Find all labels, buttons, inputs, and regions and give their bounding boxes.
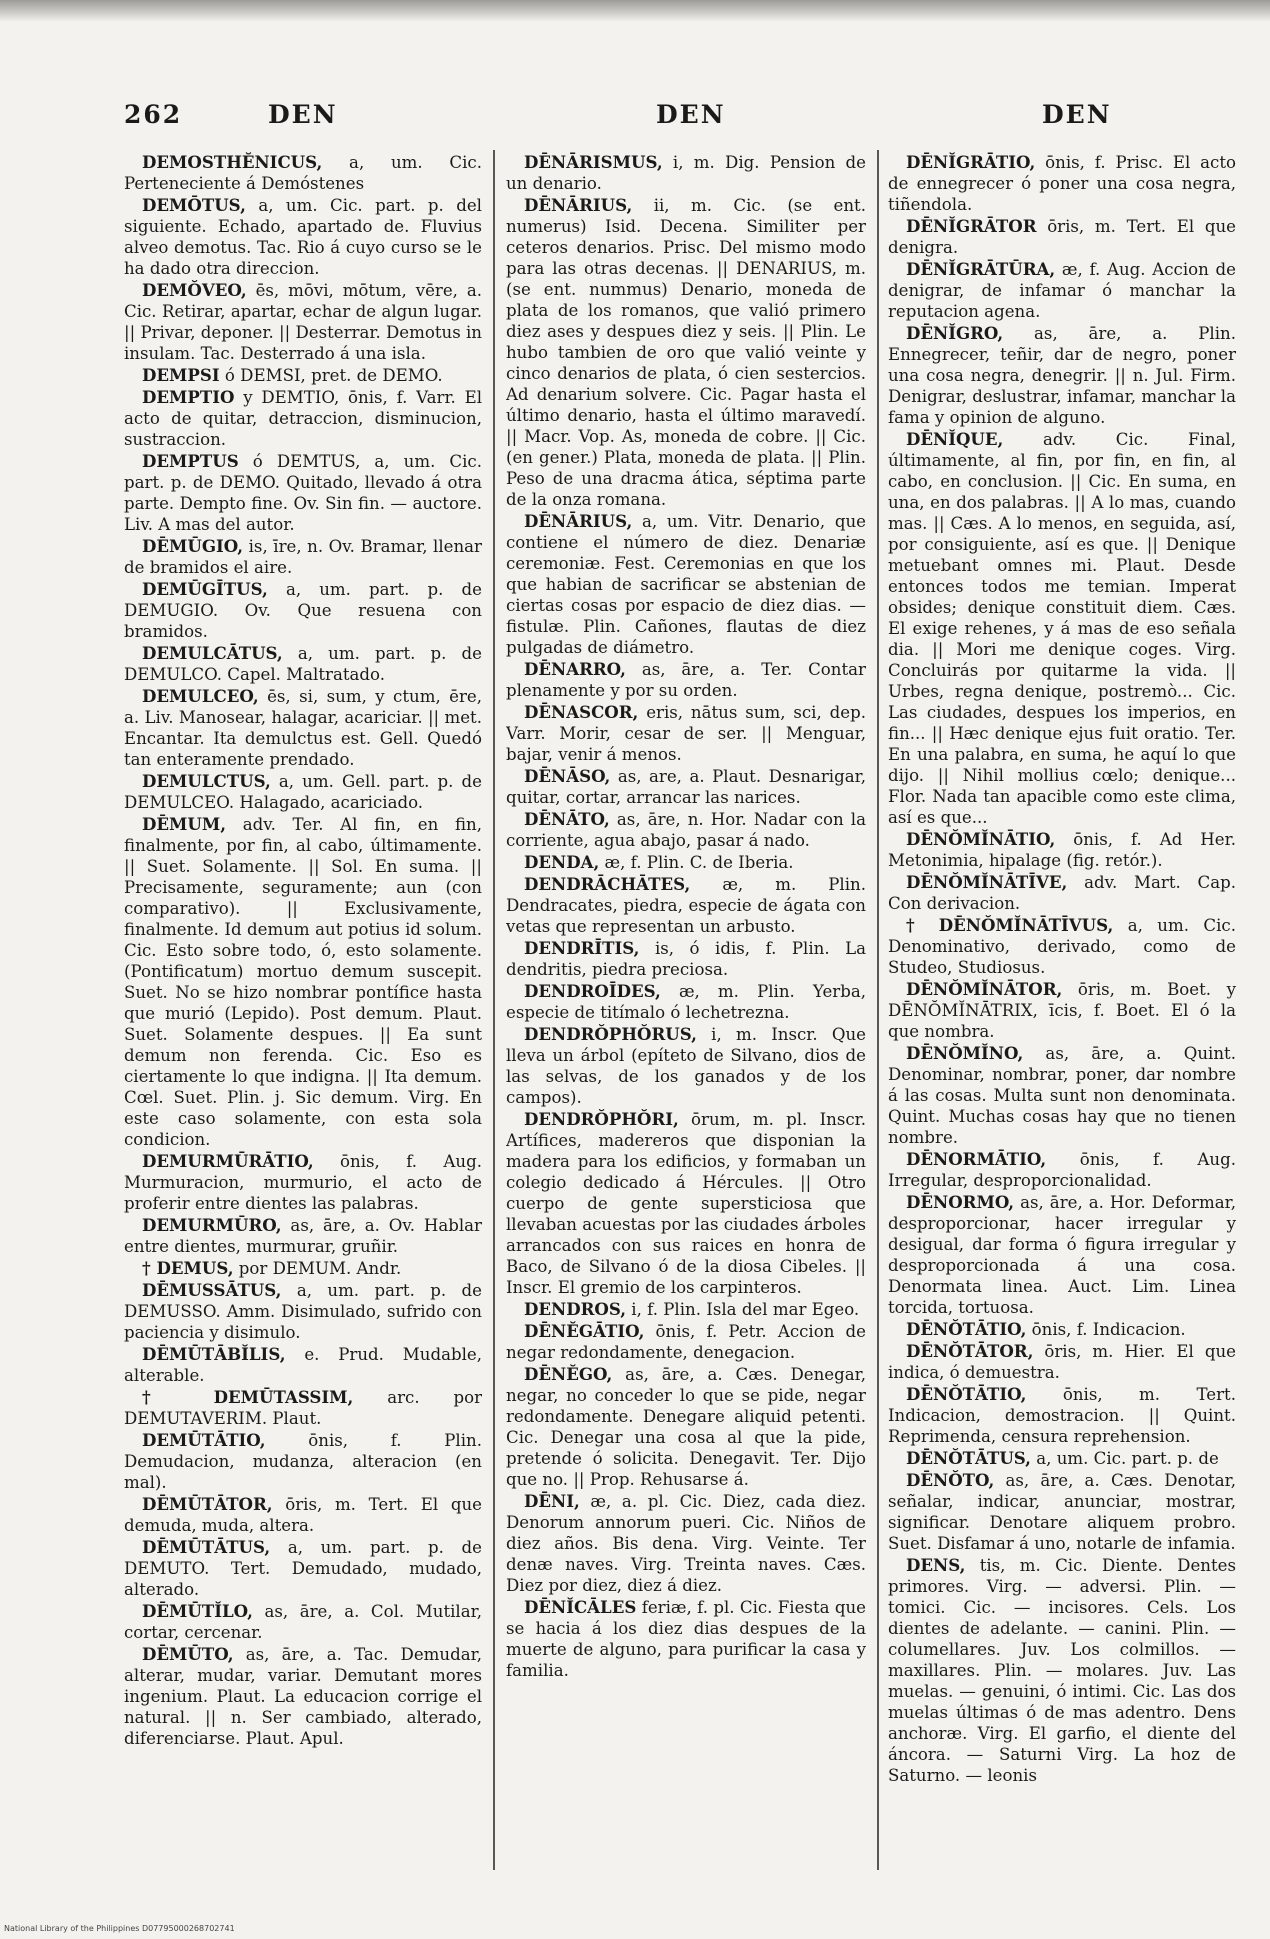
entry-headword: DĒMŪGIO, (142, 536, 244, 556)
entry-headword: DĒNĬGRĀTOR (906, 216, 1037, 236)
column-2 (506, 152, 866, 1852)
dictionary-entry (888, 872, 1236, 914)
entry-definition: æ, m. Plin. Dendracates, piedra, especie de ágata con vetas que representan un arbusto. (506, 875, 866, 936)
dictionary-entry (888, 1319, 1236, 1340)
dictionary-entry (124, 365, 482, 386)
entry-definition: e. Prud. Mudable, alterable. (124, 1345, 482, 1385)
entry-definition: ii, m. Cic. (se ent. numerus) Isid. Decena. Similiter per ceteros denarios. Prisc. Del mismo modo para las otras decenas. || DENARIUS, m. (se ent. nummus) Denario, moneda de plata de los romanos, que valió primero diez ases y despues diez y seis. || Plin. Le hubo tambien de oro que valió veinte y cinco denarios de plata, ó cien sestercios. Ad denarium solvere. Cic. Pagar hasta el último denario, hasta el último maravedí. || Macr. Vop. As, moneda de cobre. || Cic. (en gener.) Plata, moneda de plata. || Plin. Peso de una dracma ática, séptima parte de la onza romana. (506, 196, 866, 509)
dictionary-entry (124, 1258, 482, 1279)
entry-headword: DEMŪGĪTUS, (142, 579, 268, 599)
dictionary-entry (124, 152, 482, 194)
entry-definition: as, āre, a. Hor. Deformar, desproporcionar, hacer irregular y desigual, dar forma ó figura irregular y desproporcionada á una cosa. Denormata linea. Auct. Lim. Linea torcida, tortuosa. (888, 1193, 1236, 1317)
entry-headword: DEMŌTUS, (142, 195, 246, 215)
entry-headword: DĒNĬCĀLES (524, 1597, 637, 1617)
dictionary-entry (506, 1024, 866, 1108)
column-3 (888, 152, 1236, 1852)
entry-headword: DĒNŎMĬNĀTOR, (906, 979, 1063, 999)
entry-headword: DĒNŎMĬNO, (906, 1043, 1024, 1063)
entry-headword: DENS, (906, 1555, 966, 1575)
entry-definition: a, um. part. p. de DEMUTO. Tert. Demudado, mudado, alterado. (124, 1538, 482, 1599)
dictionary-entry (124, 280, 482, 364)
entry-definition: arc. por DEMUTAVERIM. Plaut. (124, 1388, 482, 1428)
dictionary-entry (124, 579, 482, 642)
dictionary-entry (124, 686, 482, 770)
dictionary-entry (888, 979, 1236, 1042)
entry-definition: eris, nātus sum, sci, dep. Varr. Morir, cesar de ser. || Menguar, bajar, venir á menos. (506, 703, 866, 764)
page-top-shadow (0, 0, 1270, 22)
entry-definition: adv. Cic. Final, últimamente, al fin, por fin, en fin, al cabo, en conclusion. || Cic. En suma, en una, en dos palabras. || A lo mas, cuando mas. || Cæs. A lo menos, en seguida, así, por consiguiente, así es que. || Denique metuebant omnes mi. Plaut. Desde entonces todos me temian. Imperat obsides; denique constituit diem. Cæs. El exige rehenes, y á mas de eso señala dia. || Mori me denique coges. Virg. Concluirás por quitarme la vida. || Urbes, regna denique, postremò... Cic. Las ciudades, despues los imperios, en fin... || Hæc denique ejus fuit oratio. Ter. En una palabra, en suma, he aquí lo que dijo. || Nihil mollius cœlo; denique... Flor. Nada tan apacible como este clima, así es que... (888, 430, 1236, 827)
entry-definition: ōnis, f. Petr. Accion de negar redondamente, denegacion. (506, 1322, 866, 1362)
dictionary-entry (124, 643, 482, 685)
entry-definition: ōnis, f. Aug. Irregular, desproporcionalidad. (888, 1150, 1236, 1190)
dictionary-entry (506, 766, 866, 808)
dictionary-entry (506, 702, 866, 765)
entry-headword: DĒMŪTĀTOR, (142, 1494, 273, 1514)
entry-headword: DĒMUSSĀTUS, (142, 1280, 282, 1300)
dictionary-entry (888, 1192, 1236, 1318)
entry-headword: DĒNĬGRO, (906, 323, 1004, 343)
entry-headword: DĒNĬGRĀTIO, (906, 152, 1036, 172)
entry-headword: DĒMŪTĀTUS, (142, 1537, 271, 1557)
dictionary-entry (506, 1299, 866, 1320)
entry-definition: ōris, m. Tert. El que denigra. (888, 217, 1236, 257)
entry-headword: DĒNŎTO, (906, 1470, 995, 1490)
entry-definition: as, āre, a. Cæs. Denegar, negar, no conceder lo que se pide, negar redondamente. Denegare aliquid petenti. Cic. Denegar una cosa al que la pide, pretende ó solicita. Denegavit. Ter. Dijo que no. || Prop. Rehusarse á. (506, 1365, 866, 1489)
entry-definition: as, āre, a. Ov. Hablar entre dientes, murmurar, gruñir. (124, 1216, 482, 1256)
entry-definition: i, f. Plin. Isla del mar Egeo. (631, 1300, 860, 1319)
entry-headword: DEMULCEO, (142, 686, 259, 706)
entry-headword: DEMPSI (142, 365, 220, 385)
entry-definition: y DEMTIO, ōnis, f. Varr. El acto de quitar, detraccion, disminucion, sustraccion. (124, 388, 482, 449)
entry-headword: DĒNĬQUE, (906, 429, 1004, 449)
entry-definition: i, m. Inscr. Que lleva un árbol (epíteto de Silvano, dios de las selvas, de los ganados y de los campos). (506, 1025, 866, 1107)
entry-definition: por DEMUM. Andr. (238, 1259, 402, 1278)
entry-headword: DEMPTUS (142, 451, 239, 471)
dictionary-entry (124, 1215, 482, 1257)
entry-definition: ōris, m. Hier. El que indica, ó demuestra. (888, 1342, 1236, 1382)
dictionary-entry (506, 981, 866, 1023)
entry-headword: DEMOSTHĔNICUS, (142, 152, 323, 172)
entry-definition: æ, f. Aug. Accion de denigrar, de infamar ó manchar la reputacion agena. (888, 260, 1236, 321)
dictionary-entry (888, 1470, 1236, 1554)
dictionary-entry (506, 1109, 866, 1298)
entry-definition: as, āre, a. Cæs. Denotar, señalar, indicar, anunciar, mostrar, significar. Denotare aliquem probro. Suet. Disfamar á uno, notarle de infamia. (888, 1471, 1236, 1553)
dictionary-entry (506, 809, 866, 851)
dictionary-entry (124, 387, 482, 450)
dictionary-entry (124, 195, 482, 279)
dictionary-entry (506, 195, 866, 510)
entry-definition: tis, m. Cic. Diente. Dentes primores. Virg. — adversi. Plin. — tomici. Cic. — incisores. Cels. Los dientes de adelante. — canini. Plin. — columellares. Juv. Los colmillos. — maxillares. Plin. — molares. Juv. Las muelas. — genuini, ó intimi. Cic. Las dos muelas últimas ó de mas adentro. Dens anchoræ. Virg. El garfio, el diente del áncora. — Saturni Virg. La hoz de Saturno. — leonis (888, 1556, 1236, 1785)
entry-definition: a, um. part. p. de DEMULCO. Capel. Maltratado. (124, 644, 482, 684)
entry-headword: DEMULCĀTUS, (142, 643, 283, 663)
entry-definition: ōnis, f. Indicacion. (1031, 1320, 1186, 1339)
dictionary-entry (888, 1448, 1236, 1469)
entry-headword: DEMPTIO (142, 387, 235, 407)
dictionary-entry (888, 1043, 1236, 1148)
entry-definition: ó DEMSI, pret. de DEMO. (224, 366, 443, 385)
entry-headword: DEMURMŪRĀTIO, (142, 1151, 314, 1171)
guide-word-center: DEN (656, 100, 726, 129)
dictionary-entry (124, 451, 482, 535)
entry-headword: DĒMUM, (142, 814, 227, 834)
entry-definition: a, um. Gell. part. p. de DEMULCEO. Halagado, acariciado. (124, 772, 482, 812)
dictionary-entry (124, 1280, 482, 1343)
dictionary-entry (506, 152, 866, 194)
dictionary-entry (124, 1344, 482, 1386)
page-number: 262 (124, 100, 183, 129)
entry-definition: ēs, mōvi, mōtum, vēre, a. Cic. Retirar, apartar, echar de algun lugar. || Privar, deponer. || Desterrar. Demotus in insulam. Tac. Desterrado á una isla. (124, 281, 482, 363)
entry-headword: DENDRŎPHŎRUS, (524, 1024, 697, 1044)
entry-headword: DĒNŎTĀTIO, (906, 1319, 1027, 1339)
entry-definition: a, um. Vitr. Denario, que contiene el número de diez. Denariæ ceremoniæ. Fest. Ceremonias en que los que habian de sacrificar se abstenian de ciertas cosas por espacio de diez dias. — fistulæ. Plin. Cañones, flautas de diez pulgadas de diámetro. (506, 512, 866, 657)
entry-definition: as, āre, a. Quint. Denominar, nombrar, poner, dar nombre á las cosas. Multa sunt non denominata. Quint. Muchas cosas hay que no tienen nombre. (888, 1044, 1236, 1147)
entry-definition: ōris, m. Tert. El que demuda, muda, altera. (124, 1495, 482, 1535)
entry-headword: DĒNŎTĀTUS, (906, 1448, 1031, 1468)
entry-definition: is, ó idis, f. Plin. La dendritis, piedra preciosa. (506, 939, 866, 979)
dictionary-entry (888, 1341, 1236, 1383)
dictionary-entry (888, 1149, 1236, 1191)
dictionary-entry (888, 429, 1236, 828)
entry-headword: DĒNĀSO, (524, 766, 611, 786)
entry-headword: DENDRŎPHŎRI, (524, 1109, 679, 1129)
entry-headword: DĒNŎTĀTIO, (906, 1384, 1027, 1404)
entry-headword: DEMULCTUS, (142, 771, 271, 791)
entry-definition: ōris, m. Boet. y DĒNŎMĬNĀTRIX, īcis, f. Boet. El ó la que nombra. (888, 980, 1236, 1041)
entry-definition: as, āre, n. Hor. Nadar con la corriente, agua abajo, pasar á nado. (506, 810, 866, 850)
dictionary-entry (124, 1644, 482, 1749)
entry-definition: i, m. Dig. Pension de un denario. (506, 153, 866, 193)
entry-headword: DENDRĀCHĀTES, (524, 874, 691, 894)
entry-definition: adv. Ter. Al fin, en fin, finalmente, por fin, al cabo, últimamente. || Suet. Solamente. || Sol. En suma. || Precisamente, seguramente; aun (con comparativo). || Exclusivamente, finalmente. Id demum aut potius id solum. Cic. Esto sobre todo, ó, esto solamente. (Pontificatum) mortuo demum suscepit. Suet. No se hizo nombrar pontífice hasta que murió (Lepido). Post demum. Plaut. Suet. Solamente despues. || Ea sunt demum non ferenda. Cic. Eso es ciertamente lo que indigna. || Ita demum. Cœl. Suet. Plin. j. Sic demum. Virg. En este caso solamente, con esta sola condicion. (124, 815, 482, 1149)
entry-headword: DEMŎVEO, (142, 280, 247, 300)
entry-definition: as, āre, a. Plin. Ennegrecer, teñir, dar de negro, poner una cosa negra, denegrir. || n. Jul. Firm. Denigrar, deslustrar, infamar, manchar la fama y opinion de alguno. (888, 324, 1236, 427)
dictionary-entry (506, 852, 866, 873)
entry-definition: is, īre, n. Ov. Bramar, llenar de bramidos el aire. (124, 537, 482, 577)
entry-definition: a, um. Cic. part. p. del siguiente. Echado, apartado de. Fluvius alveo demotus. Tac. Rio á cuyo curso se le ha dado otra direccion. (124, 196, 482, 278)
entry-headword: DEMURMŪRO, (142, 1215, 282, 1235)
dictionary-entry (124, 1537, 482, 1600)
entry-headword: DĒNORMĀTIO, (906, 1149, 1047, 1169)
entry-headword: † DĒNŎMĬNĀTĪVUS, (906, 915, 1114, 935)
dictionary-entry (888, 323, 1236, 428)
entry-headword: DĒNŎTĀTOR, (906, 1341, 1034, 1361)
entry-headword: DĒNĬGRĀTŪRA, (906, 259, 1056, 279)
dictionary-entry (124, 1494, 482, 1536)
entry-definition: a, um. Cic. Denominativo, derivado, como de Studeo, Studiosus. (888, 916, 1236, 977)
entry-headword: DENDRĪTIS, (524, 938, 640, 958)
entry-headword: † DEMUS, (142, 1258, 234, 1278)
entry-headword: DĒMŪTO, (142, 1644, 234, 1664)
column-rule-1 (493, 150, 495, 1870)
entry-headword: DENDA, (524, 852, 600, 872)
dictionary-entry (124, 1151, 482, 1214)
entry-headword: DĒNĀTO, (524, 809, 610, 829)
entry-headword: DĒNI, (524, 1491, 580, 1511)
dictionary-entry (888, 152, 1236, 215)
entry-headword: DĒNŎMĬNĀTIO, (906, 829, 1056, 849)
dictionary-entry (506, 1321, 866, 1363)
entry-headword: DENDROĪDES, (524, 981, 661, 1001)
entry-headword: DĒNĀRIUS, (524, 195, 633, 215)
column-1 (124, 152, 482, 1852)
entry-definition: as, āre, a. Col. Mutilar, cortar, cercenar. (124, 1602, 482, 1642)
dictionary-entry (888, 1384, 1236, 1447)
entry-definition: a, um. part. p. de DEMUSSO. Amm. Disimulado, sufrido con paciencia y disimulo. (124, 1281, 482, 1342)
dictionary-entry (888, 829, 1236, 871)
dictionary-entry (506, 1364, 866, 1490)
dictionary-entry (124, 814, 482, 1150)
dictionary-entry (888, 915, 1236, 978)
dictionary-entry (124, 1430, 482, 1493)
entry-definition: ōnis, f. Ad Her. Metonimia, hipalage (fig. retór.). (888, 830, 1236, 870)
entry-headword: DĒNĀRIUS, (524, 511, 633, 531)
entry-headword: DĒNĀRISMUS, (524, 152, 663, 172)
dictionary-entry (506, 1597, 866, 1681)
entry-definition: ó DEMTUS, a, um. Cic. part. p. de DEMO. Quitado, llevado á otra parte. Dempto fine. Ov. Sin fin. — auctore. Liv. A mas del autor. (124, 452, 482, 534)
guide-word-right: DEN (1042, 100, 1112, 129)
guide-word-left: DEN (268, 100, 338, 129)
entry-definition: a, um. Cic. Perteneciente á Demóstenes (124, 153, 482, 193)
dictionary-entry (888, 259, 1236, 322)
entry-definition: as, are, a. Plaut. Desnarigar, quitar, cortar, arrancar las narices. (506, 767, 866, 807)
dictionary-entry (506, 938, 866, 980)
dictionary-entry (124, 771, 482, 813)
dictionary-entry (506, 874, 866, 937)
entry-definition: ēs, si, sum, y ctum, ēre, a. Liv. Manosear, halagar, acariciar. || met. Encantar. Ita demulctus est. Gell. Quedó tan enteramente prendado. (124, 687, 482, 769)
dictionary-entry (124, 1387, 482, 1429)
footer-credit: National Library of the Philippines D07795000268702741 (4, 1924, 235, 1933)
entry-definition: adv. Mart. Cap. Con derivacion. (888, 873, 1236, 913)
entry-definition: feriæ, f. pl. Cic. Fiesta que se hacia á los diez dias despues de la muerte de alguno, para purificar la casa y familia. (506, 1598, 866, 1680)
entry-headword: † DEMŪTASSIM, (142, 1387, 354, 1407)
entry-headword: DĒNORMO, (906, 1192, 1015, 1212)
entry-headword: DĒMŪTĬLO, (142, 1601, 253, 1621)
entry-definition: a, um. part. p. de DEMUGIO. Ov. Que resuena con bramidos. (124, 580, 482, 641)
entry-definition: æ, a. pl. Cic. Diez, cada diez. Denorum annorum pueri. Cic. Niños de diez años. Bis dena. Virg. Veinte. Ter denæ naves. Virg. Treinta naves. Cæs. Diez por diez, diez á diez. (506, 1492, 866, 1595)
entry-definition: a, um. Cic. part. p. de (1036, 1449, 1219, 1468)
entry-definition: ōnis, f. Prisc. El acto de ennegrecer ó poner una cosa negra, tiñendola. (888, 153, 1236, 214)
entry-headword: DENDROS, (524, 1299, 627, 1319)
entry-definition: æ, m. Plin. Yerba, especie de titímalo ó lechetrezna. (506, 982, 866, 1022)
dictionary-entry (506, 659, 866, 701)
entry-definition: ōnis, m. Tert. Indicacion, demostracion. || Quint. Reprimenda, censura reprehension. (888, 1385, 1236, 1446)
dictionary-entry (124, 1601, 482, 1643)
entry-headword: DĒNĔGĀTIO, (524, 1321, 645, 1341)
entry-definition: ōnis, f. Plin. Demudacion, mudanza, alteracion (en mal). (124, 1431, 482, 1492)
entry-definition: as, āre, a. Ter. Contar plenamente y por su orden. (506, 660, 866, 700)
entry-headword: DEMŪTĀTIO, (142, 1430, 266, 1450)
entry-definition: ōnis, f. Aug. Murmuracion, murmurio, el acto de proferir entre dientes las palabras. (124, 1152, 482, 1213)
dictionary-entry (888, 216, 1236, 258)
entry-headword: DĒNĔGO, (524, 1364, 613, 1384)
dictionary-entry (124, 536, 482, 578)
entry-headword: DĒNARRO, (524, 659, 626, 679)
entry-definition: æ, f. Plin. C. de Iberia. (604, 853, 794, 872)
dictionary-entry (888, 1555, 1236, 1786)
entry-definition: ōrum, m. pl. Inscr. Artífices, madereros que disponian la madera para los edificios, y formaban un colegio dedicado á Hércules. || Otro cuerpo de gente supersticiosa que llevaban acuestas por las ciudades árboles arrancados con sus raices en honra de Baco, de Silvano ó de la diosa Cibeles. || Inscr. El gremio de los carpinteros. (506, 1110, 866, 1297)
entry-definition: as, āre, a. Tac. Demudar, alterar, mudar, variar. Demutant mores ingenium. Plaut. La educacion corrige el natural. || n. Ser cambiado, alterado, diferenciarse. Plaut. Apul. (124, 1645, 482, 1748)
entry-headword: DĒNASCOR, (524, 702, 639, 722)
dictionary-entry (506, 1491, 866, 1596)
entry-headword: DĒNŎMĬNĀTĪVE, (906, 872, 1068, 892)
dictionary-entry (506, 511, 866, 658)
entry-headword: DĒMŪTĀBĬLIS, (142, 1344, 286, 1364)
column-rule-2 (877, 150, 879, 1870)
